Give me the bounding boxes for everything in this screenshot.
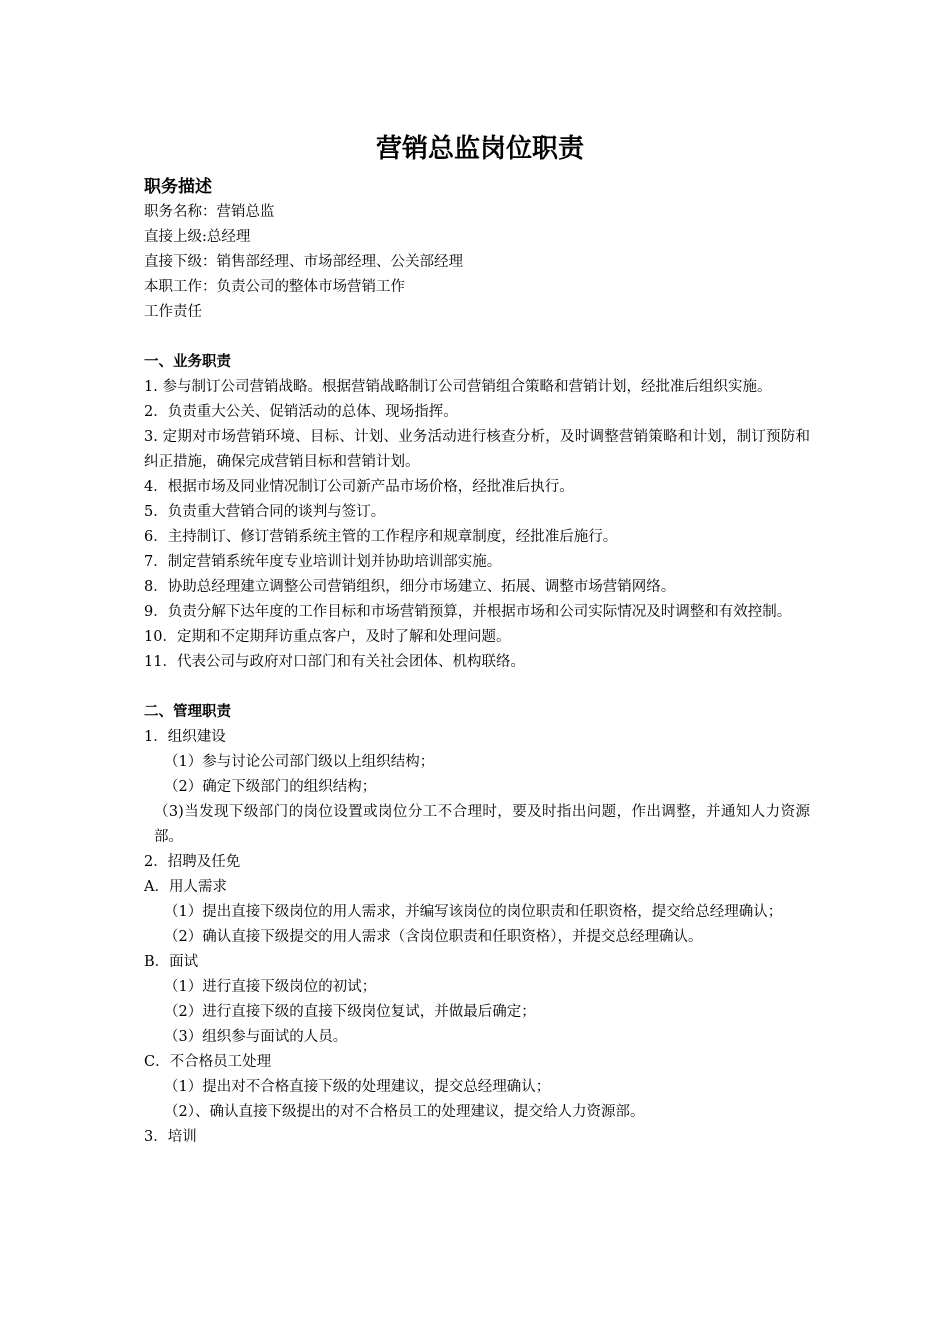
job-name: 职务名称：营销总监	[144, 204, 275, 220]
business-item: 5．负责重大营销合同的谈判与签订。	[144, 504, 386, 520]
recruit-c-label: C．不合格员工处理	[144, 1054, 272, 1070]
page-title: 营销总监岗位职责	[375, 134, 584, 164]
training-label: 3．培训	[144, 1129, 197, 1145]
recruit-b-item: （1）进行直接下级岗位的初试；	[164, 979, 377, 995]
job-subordinates: 直接下级：销售部经理、市场部经理、公关部经理	[144, 254, 463, 270]
recruit-a-label: A．用人需求	[144, 879, 227, 895]
recruit-b-label: B．面试	[144, 954, 199, 970]
recruit-b-item: （3）组织参与面试的人员。	[164, 1029, 348, 1045]
recruit-a-item: （2）确认直接下级提交的用人需求（含岗位职责和任职资格），并提交总经理确认。	[164, 929, 703, 945]
recruit-a-item: （1）提出直接下级岗位的用人需求，并编写该岗位的岗位职责和任职资格，提交给总经理确认；	[164, 904, 783, 920]
business-item: 2．负责重大公关、促销活动的总体、现场指挥。	[144, 404, 458, 420]
job-superior: 直接上级:总经理	[144, 229, 251, 245]
business-heading: 一、业务职责	[144, 354, 231, 370]
recruit-c-item: （1）提出对不合格直接下级的处理建议，提交总经理确认；	[164, 1079, 551, 1095]
management-heading: 二、管理职责	[144, 704, 231, 720]
business-item: 9．负责分解下达年度的工作目标和市场营销预算，并根据市场和公司实际情况及时调整和有效控制。	[144, 604, 792, 620]
org-item: （3)当发现下级部门的岗位设置或岗位分工不合理时，要及时指出问题，作出调整，并通知人力资源部。	[154, 804, 810, 845]
org-label: 1．组织建设	[144, 729, 226, 745]
business-item: 6．主持制订、修订营销系统主管的工作程序和规章制度，经批准后施行。	[144, 529, 618, 545]
recruit-c-item: （2）、确认直接下级提出的对不合格员工的处理建议，提交给人力资源部。	[164, 1104, 645, 1120]
document-page	[144, 124, 810, 1150]
business-item: 4．根据市场及同业情况制订公司新产品市场价格，经批准后执行。	[144, 479, 574, 495]
recruit-b-item: （2）进行直接下级的直接下级岗位复试，并做最后确定；	[164, 1004, 536, 1020]
business-item: 8．协助总经理建立调整公司营销组织，细分市场建立、拓展、调整市场营销网络。	[144, 579, 676, 595]
org-item: （2）确定下级部门的组织结构；	[164, 779, 377, 795]
business-item: 1. 参与制订公司营销战略。根据营销战略制订公司营销组合策略和营销计划，经批准后组织实施。	[144, 379, 772, 395]
job-work: 本职工作：负责公司的整体市场营销工作	[144, 279, 405, 295]
business-item: 10．定期和不定期拜访重点客户，及时了解和处理问题。	[144, 629, 511, 645]
spacer	[144, 325, 810, 350]
spacer	[144, 675, 810, 700]
job-description-heading: 职务描述	[144, 177, 212, 197]
business-item: 7．制定营销系统年度专业培训计划并协助培训部实施。	[144, 554, 502, 570]
job-responsibility: 工作责任	[144, 304, 202, 320]
business-item: 3. 定期对市场营销环境、目标、计划、业务活动进行核查分析，及时调整营销策略和计划，制订预防和纠正措施，确保完成营销目标和营销计划。	[144, 429, 810, 470]
business-item: 11．代表公司与政府对口部门和有关社会团体、机构联络。	[144, 654, 525, 670]
org-item: （1）参与讨论公司部门级以上组织结构；	[164, 754, 435, 770]
recruit-label: 2．招聘及任免	[144, 854, 241, 870]
